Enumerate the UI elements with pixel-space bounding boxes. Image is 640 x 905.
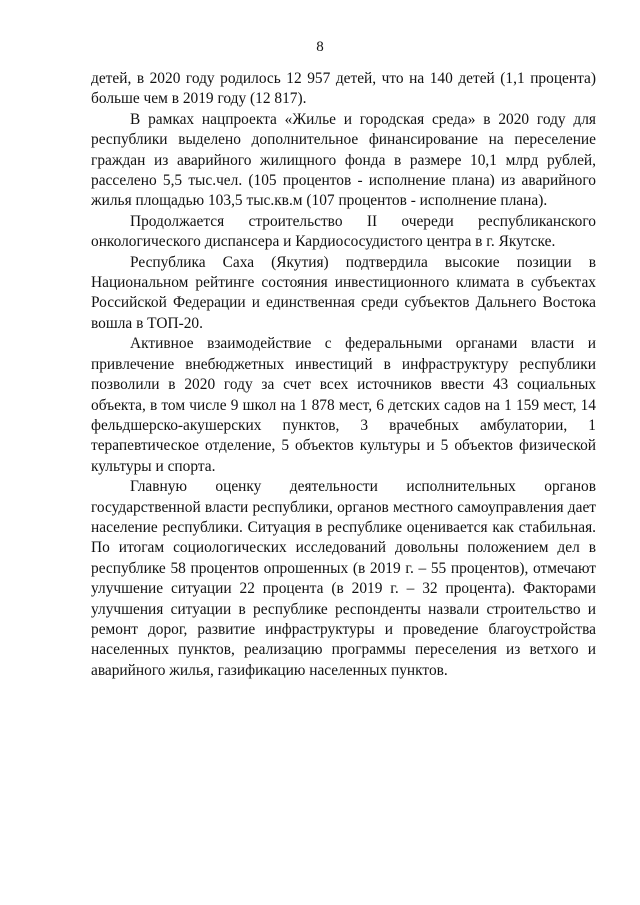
paragraph-housing-project: В рамках нацпроекта «Жилье и городская среда» в 2020 году для республики выделено дополнительное финансирование на переселение граждан из аварийного жилищного фонда в размере 10,1 млрд рублей, расселено 5,5 тыс.чел. (105 процентов - исполнение плана) из аварийного жилья площадью 103,5 тыс.кв.м (107 процентов - исполнение плана). <box>91 110 596 210</box>
body-text <box>91 69 596 681</box>
paragraph-investment-rating: Республика Саха (Якутия) подтвердила высокие позиции в Национальном рейтинге состояния инвестиционного климата в субъектах Российской Федерации и единственная среди субъектов Дальнего Востока вошла в ТОП-20. <box>91 253 596 332</box>
paragraph-social-objects: Активное взаимодействие с федеральными органами власти и привлечение внебюджетных инвестиций в инфраструктуру республики позволили в 2020 году за счет всех источников ввести 43 социальных объекта, в том числе 9 школ на 1 878 мест, 6 детских садов на 1 159 мест, 14 фельдшерско-акушерских пунктов, 3 врачебных амбулатории, 1 терапевтическое отделение, 5 объектов культуры и 5 объектов физической культуры и спорта. <box>91 335 596 475</box>
paragraph-oncology-construction: Продолжается строительство II очереди республиканского онкологического диспансера и Кардиососудистого центра в г. Якутске. <box>91 212 596 251</box>
page-number: 8 <box>316 39 324 55</box>
paragraph-births: детей, в 2020 году родилось 12 957 детей, что на 140 детей (1,1 процента) больше чем в 2019 году (12 817). <box>91 70 596 108</box>
paragraph-public-assessment: Главную оценку деятельности исполнительных органов государственной власти республики, органов местного самоуправления дает население республики. Ситуация в республике оценивается как стабильная. По итогам социологических исследований довольны положением дел в республике 58 процентов опрошенных (в 2019 г. – 55 процентов), отмечают улучшение ситуации 22 процента (в 2019 г. – 32 процента). Факторами улучшения ситуации в республике респонденты назвали строительство и ремонт дорог, развитие инфраструктуры и проведение благоустройства населенных пунктов, реализацию программы переселения из ветхого и аварийного жилья, газификацию населенных пунктов. <box>91 478 596 679</box>
